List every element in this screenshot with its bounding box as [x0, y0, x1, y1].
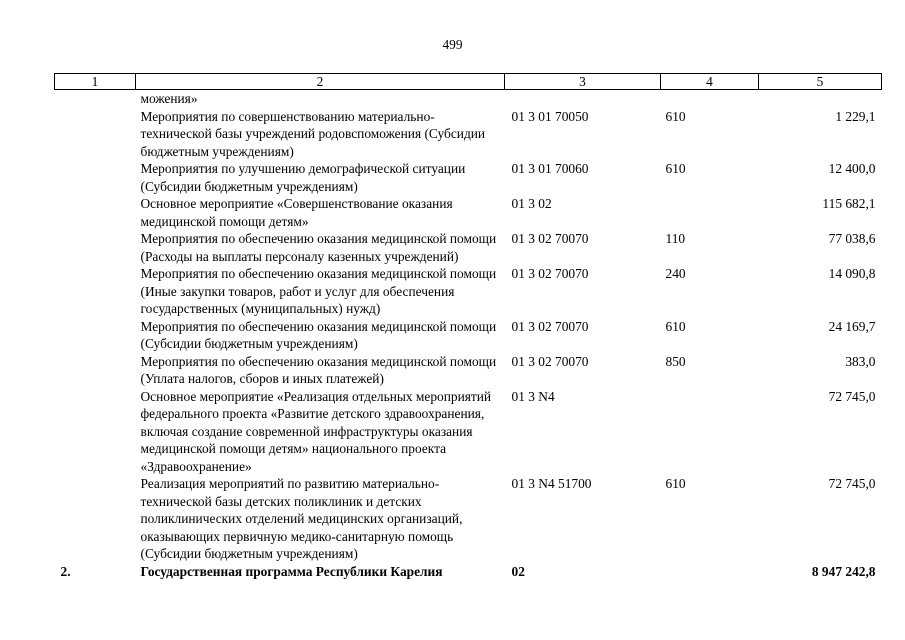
target-code-cell: 01 3 02 70070 — [511, 318, 589, 334]
row-number-cell — [55, 318, 136, 353]
table-row — [55, 90, 882, 108]
item-name-cell: Мероприятия по обеспечению оказания медицинской помощи (Иные закупки товаров, работ и услуг для обеспечения государственных (муниципальных) нужд) — [140, 266, 497, 316]
column-header: 5 — [759, 74, 882, 90]
expense-type-cell: 610 — [665, 318, 686, 334]
target-code-cell: 01 3 N4 — [511, 388, 555, 404]
table-header-row — [55, 74, 882, 90]
amount-cell: 1 229,1 — [835, 108, 876, 124]
row-number-cell — [55, 160, 136, 195]
table-row — [55, 195, 882, 230]
amount-cell: 72 745,0 — [828, 476, 876, 491]
item-name-cell: можения» — [140, 91, 198, 106]
amount-cell: 8 947 242,8 — [811, 563, 876, 579]
target-code-cell: 01 3 01 70060 — [511, 161, 589, 176]
target-code-cell: 02 — [511, 563, 525, 579]
expense-type-cell: 610 — [665, 108, 686, 124]
table-row — [55, 563, 882, 581]
row-number-cell — [55, 230, 136, 265]
target-code-cell: 01 3 02 70070 — [511, 353, 589, 369]
page-number: 499 — [442, 37, 463, 52]
column-header: 1 — [55, 74, 136, 90]
item-name-cell: Мероприятия по обеспечению оказания медицинской помощи (Уплата налогов, сборов и иных платежей) — [140, 353, 497, 386]
target-code-cell: 01 3 02 — [511, 196, 552, 211]
row-number-cell — [55, 265, 136, 318]
expense-type-cell: 850 — [665, 353, 686, 369]
table-row — [55, 388, 882, 476]
item-name-cell: Мероприятия по обеспечению оказания медицинской помощи (Расходы на выплаты персоналу казенных учреждений) — [140, 231, 497, 264]
amount-cell: 12 400,0 — [828, 161, 876, 176]
item-name-cell: Мероприятия по обеспечению оказания медицинской помощи (Субсидии бюджетным учреждениям) — [140, 318, 497, 351]
budget-table — [54, 73, 882, 580]
amount-cell — [759, 90, 882, 108]
row-number-cell — [55, 90, 136, 108]
expense-type-cell: 110 — [665, 231, 686, 246]
expense-type-cell — [661, 563, 759, 581]
row-number-cell — [55, 353, 136, 388]
target-code-cell: 01 3 02 70070 — [511, 231, 589, 246]
table-row — [55, 230, 882, 265]
target-code-cell: 01 3 01 70050 — [511, 108, 589, 124]
item-name-cell: Реализация мероприятий по развитию материально-технической базы детских поликлиник и детских поликлинических отделений медицинских организаций, оказывающих первичную медико-санитарную помощь (Субсидии бюджетным учреждениям) — [140, 476, 463, 561]
item-name-cell: Мероприятия по совершенствованию материально-технической базы учреждений родовспоможения (Субсидии бюджетным учреждениям) — [140, 108, 486, 159]
item-name-cell: Государственная программа Республики Карелия — [140, 563, 443, 579]
row-number-cell — [55, 388, 136, 476]
table-row — [55, 318, 882, 353]
row-number-cell — [55, 475, 136, 563]
target-code-cell — [505, 90, 661, 108]
item-name-cell: Основное мероприятие «Реализация отдельных мероприятий федерального проекта «Развитие детского здравоохранения, включая создание современной инфраструктуры оказания медицинской помощи детям» национального проекта «Здравоохранение» — [140, 388, 492, 474]
table-row — [55, 475, 882, 563]
expense-type-cell: 610 — [665, 161, 686, 176]
amount-cell: 383,0 — [845, 353, 876, 369]
column-header: 3 — [505, 74, 661, 90]
table-row — [55, 265, 882, 318]
row-number-cell — [55, 195, 136, 230]
amount-cell: 72 745,0 — [828, 388, 876, 404]
table-row — [55, 160, 882, 195]
expense-type-cell — [661, 195, 759, 230]
table-row — [55, 108, 882, 161]
expense-type-cell: 240 — [665, 266, 686, 281]
item-name-cell: Мероприятия по улучшению демографической ситуации (Субсидии бюджетным учреждениям) — [140, 161, 466, 194]
amount-cell: 115 682,1 — [822, 196, 876, 211]
row-number-cell — [55, 108, 136, 161]
amount-cell: 77 038,6 — [828, 231, 876, 246]
amount-cell: 24 169,7 — [828, 318, 876, 334]
expense-type-cell — [661, 90, 759, 108]
amount-cell: 14 090,8 — [828, 266, 876, 281]
expense-type-cell: 610 — [665, 476, 686, 491]
expense-type-cell — [661, 388, 759, 476]
target-code-cell: 01 3 N4 51700 — [511, 476, 592, 491]
table-row — [55, 353, 882, 388]
target-code-cell: 01 3 02 70070 — [511, 266, 589, 281]
row-number-cell: 2. — [60, 563, 71, 579]
column-header: 4 — [661, 74, 759, 90]
column-header: 2 — [136, 74, 505, 90]
item-name-cell: Основное мероприятие «Совершенствование оказания медицинской помощи детям» — [140, 196, 453, 229]
